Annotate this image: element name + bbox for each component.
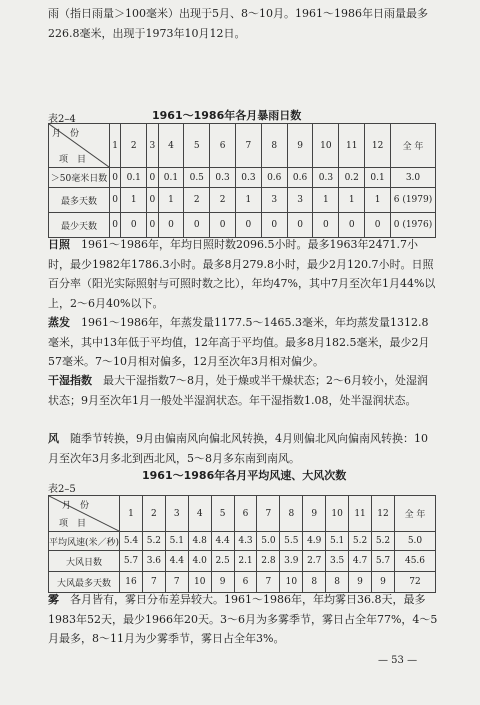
cell: 9 xyxy=(349,572,372,593)
cell: 6 (1979) xyxy=(391,188,436,213)
col-header: 6 xyxy=(234,496,257,532)
table-row xyxy=(49,551,436,572)
col-header: 11 xyxy=(349,496,372,532)
paragraph-text: 1961～1986年，年均日照时数2096.5小时。最多1963年2471.7小时，最少1982年1786.3小时。最多8月279.8小时，最少2月120.7小时。日照百分率（阳光实际照射与可照时数之比），年均47%，其中7月至次年1月44%以上，2～6月40%以下。 xyxy=(48,238,436,310)
cell: 0 xyxy=(110,168,121,188)
col-header: 8 xyxy=(261,124,287,168)
cell: 7 xyxy=(165,572,188,593)
col-header: 3 xyxy=(165,496,188,532)
cell: 0 xyxy=(158,213,184,238)
table-row xyxy=(49,213,436,238)
cell: 3.6 xyxy=(142,551,165,572)
cell: 0 xyxy=(110,188,121,213)
cell: 0.3 xyxy=(236,168,262,188)
cell: 3.5 xyxy=(326,551,349,572)
paragraph-wind xyxy=(48,429,438,468)
table2-title: 1961～1986年各月平均风速、大风次数 xyxy=(142,469,347,482)
cell: 0 xyxy=(147,168,158,188)
cell: 3.0 xyxy=(391,168,436,188)
cell: 0.2 xyxy=(339,168,365,188)
cell: 0 xyxy=(313,213,339,238)
cell: 0.6 xyxy=(261,168,287,188)
table2-label: 表2–5 xyxy=(48,484,76,495)
col-header: 9 xyxy=(303,496,326,532)
cell: 0 xyxy=(261,213,287,238)
section-heading: 日照 xyxy=(48,238,70,251)
cell: 5.1 xyxy=(326,532,349,551)
cell: 8 xyxy=(326,572,349,593)
col-header: 4 xyxy=(158,124,184,168)
col-header: 1 xyxy=(120,496,143,532)
cell: 5.0 xyxy=(257,532,280,551)
row-header: 最少天数 xyxy=(49,213,110,238)
cell: 0.6 xyxy=(287,168,313,188)
table-rainstorm-days xyxy=(48,123,436,238)
cell: 9 xyxy=(211,572,234,593)
table2-corner-header xyxy=(49,496,120,532)
cell: 16 xyxy=(120,572,143,593)
table-row xyxy=(49,188,436,213)
cell: 5.2 xyxy=(142,532,165,551)
cell: 5.5 xyxy=(280,532,303,551)
cell: 1 xyxy=(339,188,365,213)
cell: 1 xyxy=(121,188,147,213)
col-header: 11 xyxy=(339,124,365,168)
cell: 10 xyxy=(280,572,303,593)
cell: 4.4 xyxy=(211,532,234,551)
cell: 1 xyxy=(365,188,391,213)
col-header: 2 xyxy=(121,124,147,168)
table1-corner-header xyxy=(49,124,110,168)
cell: 5.1 xyxy=(165,532,188,551)
cell: 4.3 xyxy=(234,532,257,551)
section-heading: 雾 xyxy=(48,593,59,606)
cell: 0 xyxy=(210,213,236,238)
col-header: 全 年 xyxy=(391,124,436,168)
cell: 5.2 xyxy=(349,532,372,551)
paragraph-text: 最大干湿指数7～8月，处于燥或半干燥状态；2～6月较小，处湿润状态；9月至次年1月一般处半湿润状态。年干湿指数1.08，处半湿润状态。 xyxy=(48,374,428,407)
cell: 0.1 xyxy=(158,168,184,188)
cell: 2 xyxy=(210,188,236,213)
table-row xyxy=(49,168,436,188)
cell: 9 xyxy=(372,572,395,593)
paragraph-text: 各月皆有，雾日分布差异较大。1961～1986年，年均雾日36.8天，最多1983年52天，最少1966年20天。3～6月为多雾季节，雾日占全年77%，4～5月最多，8～11月为少雾季节，雾日占全年3%。 xyxy=(48,593,438,645)
paragraph-text: 1961～1986年，年蒸发量1177.5～1465.3毫米，年均蒸发量1312.8毫米，其中13年低于平均值，12年高于平均值。最多8月182.5毫米，最少2月57毫米。7～10月相对偏多，12月至次年3月相对偏少。 xyxy=(48,316,430,368)
cell: 7 xyxy=(142,572,165,593)
cell: 0 xyxy=(339,213,365,238)
cell: 0 xyxy=(365,213,391,238)
row-header: 大风最多天数 xyxy=(49,572,120,593)
cell: 5.7 xyxy=(120,551,143,572)
col-header: 1 xyxy=(110,124,121,168)
cell: 6 xyxy=(234,572,257,593)
cell: 7 xyxy=(257,572,280,593)
col-header: 10 xyxy=(313,124,339,168)
cell: 2.7 xyxy=(303,551,326,572)
col-header: 3 xyxy=(147,124,158,168)
cell: 3 xyxy=(261,188,287,213)
cell: 1 xyxy=(313,188,339,213)
cell: 4.4 xyxy=(165,551,188,572)
cell: 0.5 xyxy=(184,168,210,188)
cell: 1 xyxy=(236,188,262,213)
paragraph-evaporation xyxy=(48,313,438,372)
row-header: 大风日数 xyxy=(49,551,120,572)
col-header: 6 xyxy=(210,124,236,168)
col-header: 10 xyxy=(326,496,349,532)
col-header: 8 xyxy=(280,496,303,532)
paragraph-text: 雨（指日雨量＞100毫米）出现于5月、8～10月。1961～1986年日雨量最多226.8毫米，出现于1973年10月12日。 xyxy=(48,7,428,40)
header-item: 项 目 xyxy=(59,519,87,529)
cell: 0.3 xyxy=(313,168,339,188)
cell: 0 xyxy=(121,213,147,238)
col-header: 4 xyxy=(188,496,211,532)
paragraph-dryness-index xyxy=(48,371,438,410)
col-header: 12 xyxy=(372,496,395,532)
cell: 2.5 xyxy=(211,551,234,572)
row-header: ＞50毫米日数 xyxy=(49,168,110,188)
cell: 0 xyxy=(147,213,158,238)
paragraph-text: 随季节转换，9月由偏南风向偏北风转换，4月则偏北风向偏南风转换：10月至次年3月多北到西北风，5～8月多东南到南风。 xyxy=(48,432,428,465)
cell: 1 xyxy=(158,188,184,213)
col-header: 7 xyxy=(236,124,262,168)
col-header: 7 xyxy=(257,496,280,532)
table-row xyxy=(49,532,436,551)
cell: 4.7 xyxy=(349,551,372,572)
cell: 3.9 xyxy=(280,551,303,572)
cell: 0 xyxy=(236,213,262,238)
cell: 5.4 xyxy=(120,532,143,551)
row-header: 平均风速(米／秒) xyxy=(49,532,120,551)
header-item: 项 目 xyxy=(59,155,87,165)
col-header: 12 xyxy=(365,124,391,168)
cell: 0.3 xyxy=(210,168,236,188)
cell: 0 (1976) xyxy=(391,213,436,238)
row-header: 最多天数 xyxy=(49,188,110,213)
page-number: — 53 — xyxy=(378,655,418,666)
section-heading: 蒸发 xyxy=(48,316,70,329)
table1-title: 1961～1986年各月暴雨日数 xyxy=(152,109,302,122)
paragraph-fog xyxy=(48,590,438,649)
cell: 10 xyxy=(188,572,211,593)
cell: 8 xyxy=(303,572,326,593)
cell: 0 xyxy=(184,213,210,238)
col-header: 2 xyxy=(142,496,165,532)
paragraph-sunshine xyxy=(48,235,438,313)
cell: 2.1 xyxy=(234,551,257,572)
section-heading: 干湿指数 xyxy=(48,374,92,387)
cell: 0 xyxy=(287,213,313,238)
cell: 4.0 xyxy=(188,551,211,572)
cell: 2.8 xyxy=(257,551,280,572)
cell: 0.1 xyxy=(121,168,147,188)
section-heading: 风 xyxy=(48,432,59,445)
cell: 5.0 xyxy=(395,532,436,551)
cell: 45.6 xyxy=(395,551,436,572)
header-month: 月 份 xyxy=(51,129,79,139)
cell: 0.1 xyxy=(365,168,391,188)
cell: 0 xyxy=(147,188,158,213)
cell: 5.2 xyxy=(372,532,395,551)
header-month: 月 份 xyxy=(61,501,89,511)
cell: 4.9 xyxy=(303,532,326,551)
table1-label: 表2–4 xyxy=(48,114,76,125)
col-header: 全 年 xyxy=(395,496,436,532)
cell: 2 xyxy=(184,188,210,213)
col-header: 5 xyxy=(184,124,210,168)
col-header: 9 xyxy=(287,124,313,168)
cell: 3 xyxy=(287,188,313,213)
col-header: 5 xyxy=(211,496,234,532)
table-wind-speed xyxy=(48,495,436,593)
paragraph-rain-continued xyxy=(48,4,438,43)
cell: 5.7 xyxy=(372,551,395,572)
cell: 4.8 xyxy=(188,532,211,551)
cell: 0 xyxy=(110,213,121,238)
cell: 72 xyxy=(395,572,436,593)
